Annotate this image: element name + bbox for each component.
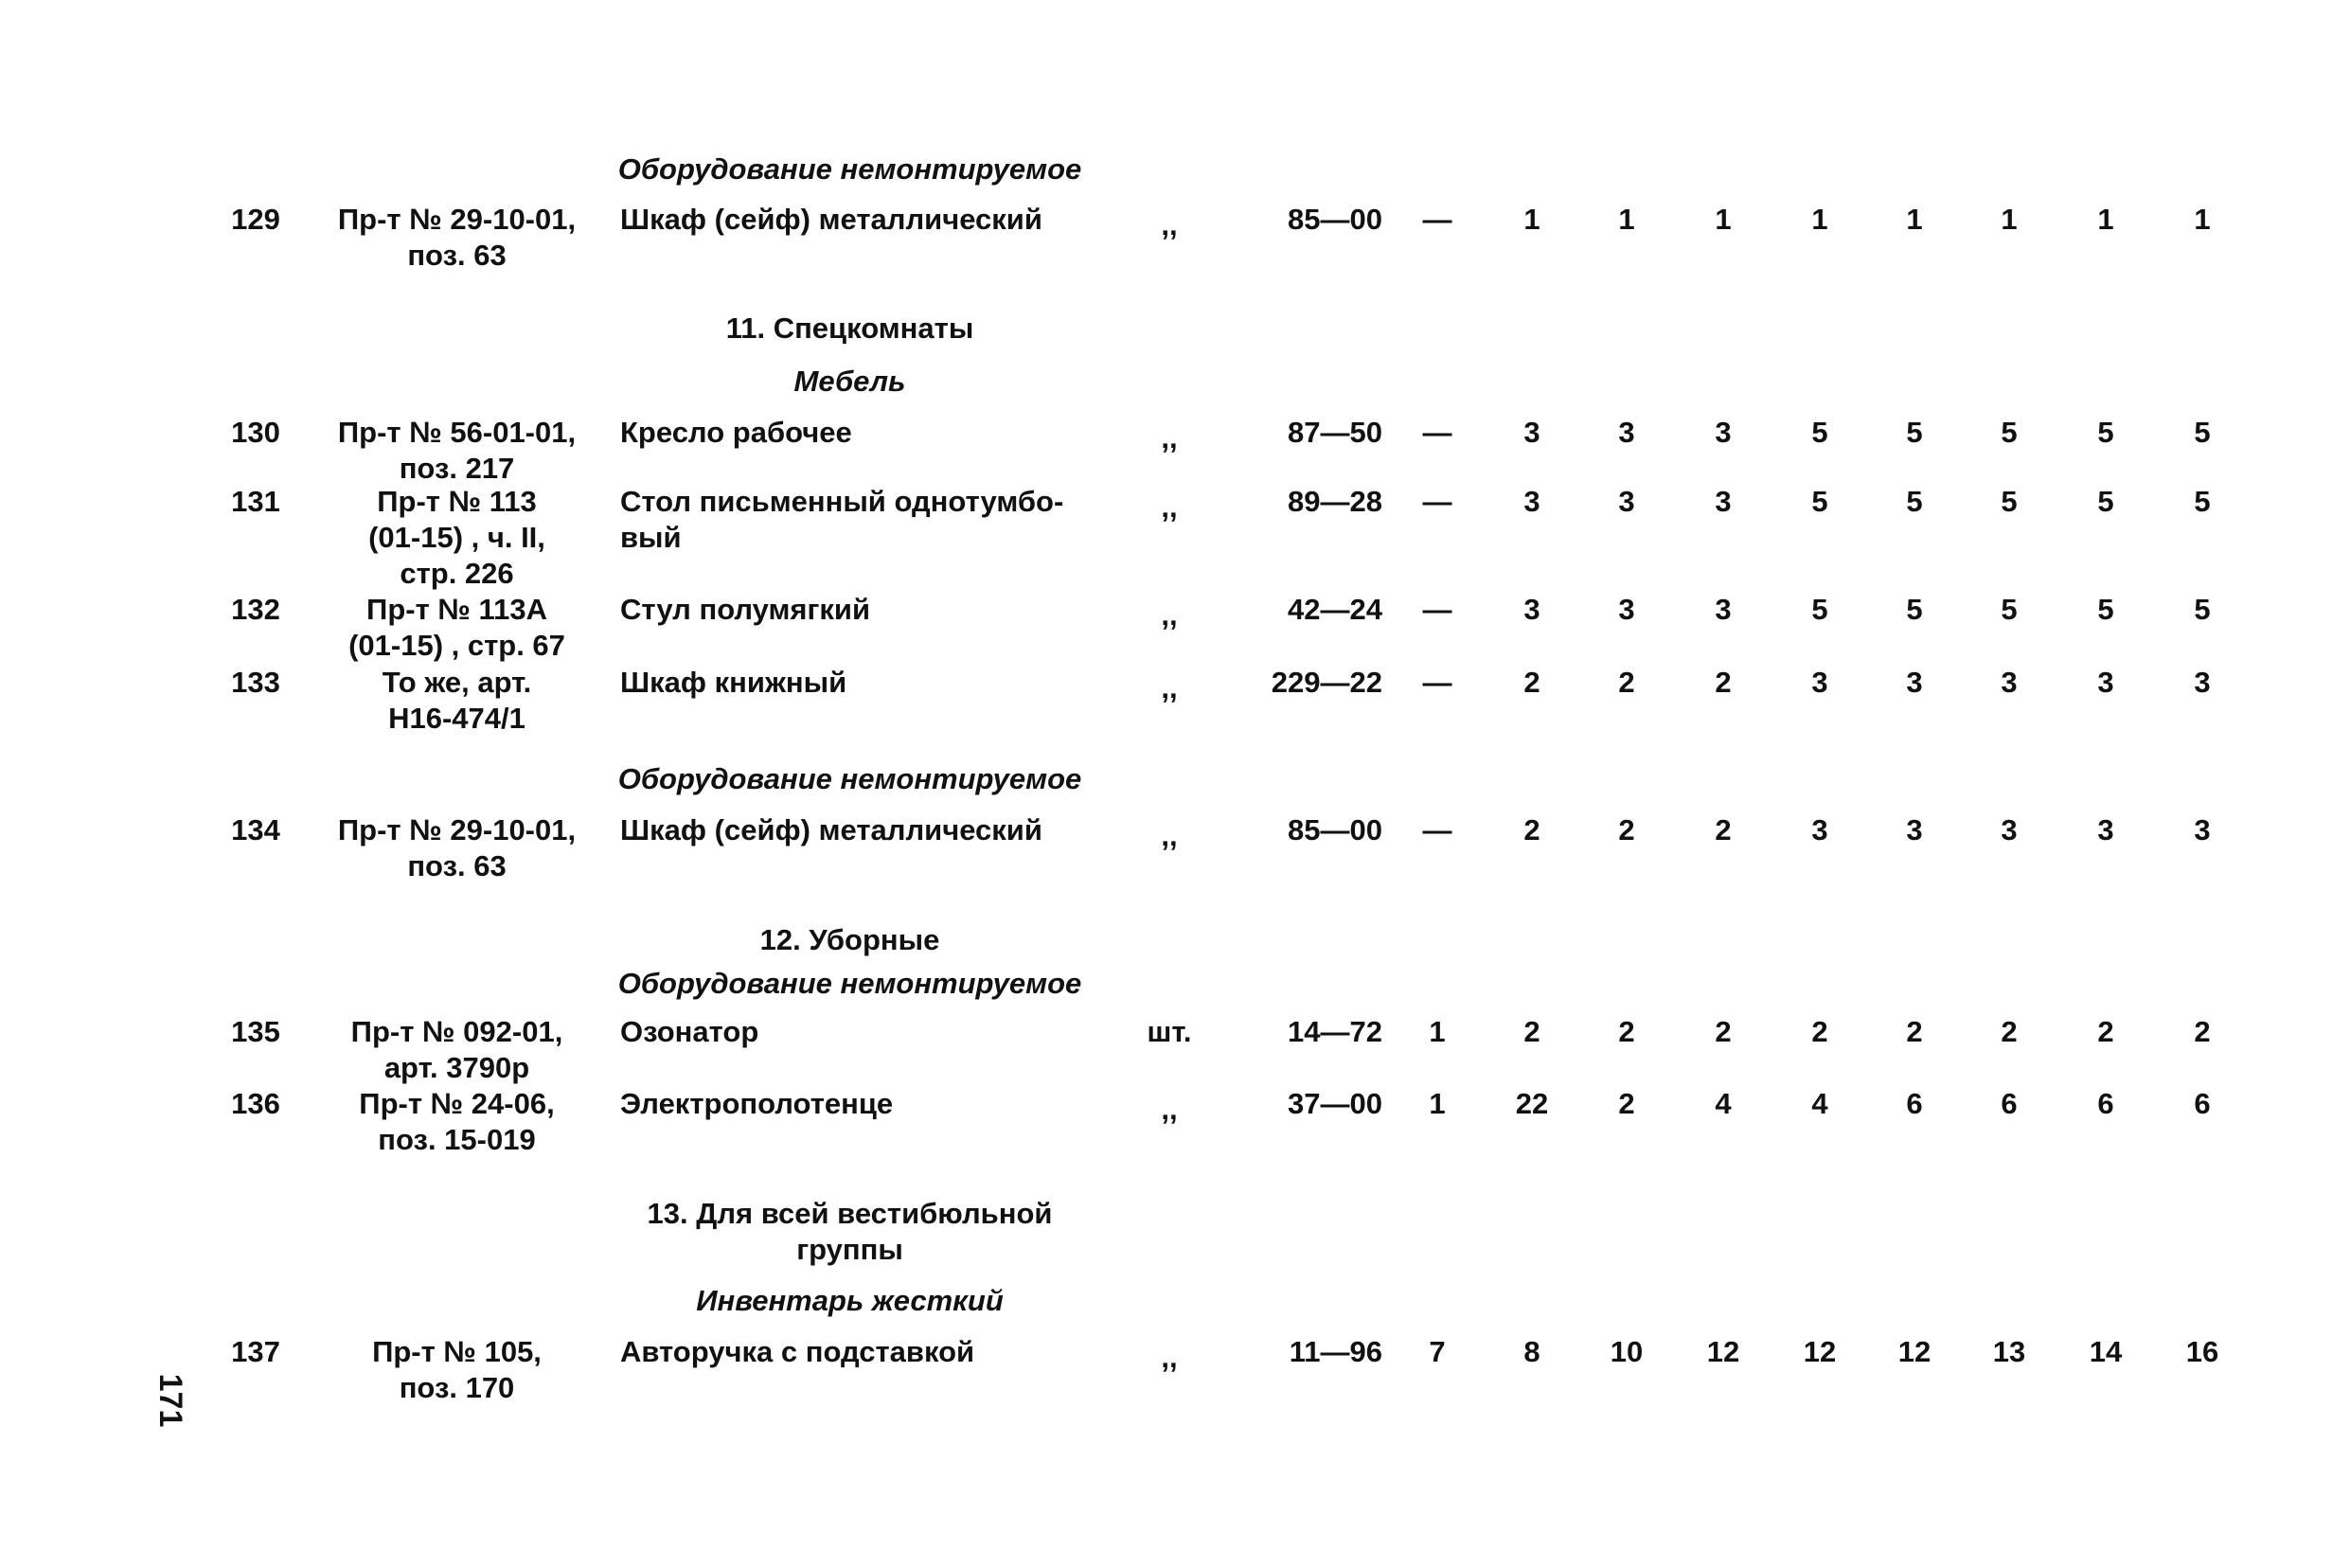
row-value-4: 1: [1715, 203, 1732, 236]
row-value-8: 5: [2097, 485, 2114, 518]
row-value-5: 4: [1811, 1087, 1828, 1120]
row-value-1: —: [1422, 485, 1452, 518]
row-value-6: 3: [1906, 666, 1923, 699]
page-number: 171: [152, 1373, 188, 1428]
section-subheading: Оборудование немонтируемое: [617, 152, 1082, 186]
row-value-6: 6: [1906, 1087, 1923, 1120]
row-value-7: 3: [2001, 666, 2018, 699]
row-value-8: 1: [2097, 203, 2114, 236]
row-value-9: 5: [2194, 485, 2211, 518]
row-value-3: 2: [1618, 813, 1635, 846]
row-value-4: 3: [1715, 593, 1732, 626]
row-value-3: 3: [1618, 416, 1635, 449]
row-item-name: Шкаф (сейф) металлический: [620, 813, 1042, 846]
row-value-8: 6: [2097, 1087, 2114, 1120]
row-value-5: 12: [1803, 1335, 1837, 1368]
row-reference: Пр-т № 29-10-01, поз. 63: [337, 203, 577, 272]
row-number: 130: [231, 416, 280, 449]
row-value-4: 12: [1706, 1335, 1740, 1368]
row-value-4: 3: [1715, 416, 1732, 449]
row-value-4: 2: [1715, 666, 1732, 699]
row-value-7: 5: [2001, 593, 2018, 626]
row-number: 129: [231, 203, 280, 236]
row-value-7: 2: [2001, 1015, 2018, 1048]
row-value-3: 2: [1618, 1015, 1635, 1048]
row-value-6: 12: [1897, 1335, 1932, 1368]
row-value-8: 14: [2089, 1335, 2123, 1368]
row-value-6: 5: [1906, 593, 1923, 626]
row-unit: ,,: [1161, 598, 1178, 632]
row-value-4: 4: [1715, 1087, 1732, 1120]
row-reference: Пр-т № 092-01, арт. 3790р: [350, 1015, 563, 1084]
row-value-5: 3: [1811, 666, 1828, 699]
row-item-name: Авторучка с подставкой: [620, 1335, 975, 1368]
row-value-4: 3: [1715, 485, 1732, 518]
section-heading: 13. Для всей вестибюльной группы: [647, 1197, 1053, 1266]
row-value-9: 16: [2185, 1335, 2219, 1368]
row-value-3: 1: [1618, 203, 1635, 236]
section-subheading: Инвентарь жесткий: [696, 1284, 1004, 1317]
row-unit: ,,: [1161, 1093, 1178, 1126]
row-value-8: 2: [2097, 1015, 2114, 1048]
row-value-9: 5: [2194, 593, 2211, 626]
row-value-8: 3: [2097, 666, 2114, 699]
row-value-6: 5: [1906, 416, 1923, 449]
row-unit: ,,: [1161, 421, 1178, 454]
row-value-3: 10: [1610, 1335, 1644, 1368]
row-value-2: 3: [1523, 416, 1540, 449]
row-value-1: 1: [1429, 1087, 1446, 1120]
row-price: 14—72: [1288, 1015, 1382, 1048]
row-value-4: 2: [1715, 1015, 1732, 1048]
row-value-9: 2: [2194, 1015, 2211, 1048]
row-value-2: 3: [1523, 485, 1540, 518]
row-value-1: 7: [1429, 1335, 1446, 1368]
row-value-2: 8: [1523, 1335, 1540, 1368]
row-price: 89—28: [1288, 485, 1382, 518]
row-item-name: Кресло рабочее: [620, 416, 852, 449]
row-value-3: 2: [1618, 1087, 1635, 1120]
row-value-2: 1: [1523, 203, 1540, 236]
row-value-1: —: [1422, 813, 1452, 846]
row-price: 87—50: [1288, 416, 1382, 449]
row-value-6: 5: [1906, 485, 1923, 518]
section-heading: 11. Спецкомнаты: [725, 312, 974, 345]
row-value-2: 2: [1523, 666, 1540, 699]
row-value-7: 5: [2001, 485, 2018, 518]
row-value-2: 22: [1515, 1087, 1549, 1120]
row-item-name: Шкаф книжный: [620, 666, 847, 699]
row-value-7: 13: [1992, 1335, 2026, 1368]
row-value-9: 3: [2194, 666, 2211, 699]
row-value-2: 3: [1523, 593, 1540, 626]
row-value-1: —: [1422, 593, 1452, 626]
row-number: 133: [231, 666, 280, 699]
row-unit: ,,: [1161, 671, 1178, 704]
row-value-1: 1: [1429, 1015, 1446, 1048]
row-price: 11—96: [1289, 1335, 1382, 1368]
row-number: 136: [231, 1087, 280, 1120]
row-value-1: —: [1422, 666, 1452, 699]
row-value-9: 3: [2194, 813, 2211, 846]
row-reference: Пр-т № 113 (01-15) , ч. II, стр. 226: [368, 485, 545, 590]
row-number: 137: [231, 1335, 280, 1368]
row-value-5: 1: [1811, 203, 1828, 236]
row-value-5: 5: [1811, 416, 1828, 449]
section-heading: 12. Уборные: [759, 923, 940, 956]
row-value-6: 1: [1906, 203, 1923, 236]
row-value-6: 3: [1906, 813, 1923, 846]
row-value-8: 5: [2097, 593, 2114, 626]
row-value-3: 2: [1618, 666, 1635, 699]
section-subheading: Оборудование немонтируемое: [617, 762, 1082, 795]
row-value-1: —: [1422, 416, 1452, 449]
row-item-name: Стол письменный однотумбо- вый: [620, 485, 1064, 554]
row-value-5: 2: [1811, 1015, 1828, 1048]
row-value-2: 2: [1523, 813, 1540, 846]
row-reference: Пр-т № 24-06, поз. 15-019: [359, 1087, 555, 1156]
row-value-7: 3: [2001, 813, 2018, 846]
row-item-name: Шкаф (сейф) металлический: [620, 203, 1042, 236]
row-value-6: 2: [1906, 1015, 1923, 1048]
row-item-name: Озонатор: [620, 1015, 759, 1048]
row-value-3: 3: [1618, 485, 1635, 518]
row-value-5: 5: [1811, 593, 1828, 626]
row-value-5: 3: [1811, 813, 1828, 846]
row-value-3: 3: [1618, 593, 1635, 626]
row-number: 134: [231, 813, 280, 846]
row-unit: шт.: [1147, 1015, 1192, 1048]
row-value-8: 5: [2097, 416, 2114, 449]
row-unit: ,,: [1161, 490, 1178, 524]
row-value-5: 5: [1811, 485, 1828, 518]
row-unit: ,,: [1161, 819, 1178, 852]
row-price: 85—00: [1288, 203, 1382, 236]
row-unit: ,,: [1161, 1341, 1178, 1374]
row-reference: Пр-т № 113А (01-15) , стр. 67: [348, 593, 565, 662]
row-item-name: Электрополотенце: [620, 1087, 894, 1120]
row-value-2: 2: [1523, 1015, 1540, 1048]
row-price: 42—24: [1288, 593, 1382, 626]
row-number: 131: [231, 485, 280, 518]
row-value-7: 5: [2001, 416, 2018, 449]
row-value-9: 5: [2194, 416, 2211, 449]
row-item-name: Стул полумягкий: [620, 593, 871, 626]
section-subheading: Оборудование немонтируемое: [617, 967, 1082, 1000]
row-value-7: 6: [2001, 1087, 2018, 1120]
row-price: 37—00: [1288, 1087, 1382, 1120]
row-value-9: 1: [2194, 203, 2211, 236]
row-value-1: —: [1422, 203, 1452, 236]
section-subheading: Мебель: [793, 365, 906, 398]
row-reference: То же, арт. Н16-474/1: [382, 666, 532, 735]
row-reference: Пр-т № 29-10-01, поз. 63: [337, 813, 577, 882]
row-value-9: 6: [2194, 1087, 2211, 1120]
row-reference: Пр-т № 105, поз. 170: [372, 1335, 542, 1404]
row-unit: ,,: [1161, 208, 1178, 241]
row-reference: Пр-т № 56-01-01, поз. 217: [337, 416, 577, 485]
row-number: 135: [231, 1015, 280, 1048]
row-price: 85—00: [1288, 813, 1382, 846]
row-number: 132: [231, 593, 280, 626]
row-value-7: 1: [2001, 203, 2018, 236]
row-value-8: 3: [2097, 813, 2114, 846]
row-value-4: 2: [1715, 813, 1732, 846]
row-price: 229—22: [1271, 666, 1382, 699]
